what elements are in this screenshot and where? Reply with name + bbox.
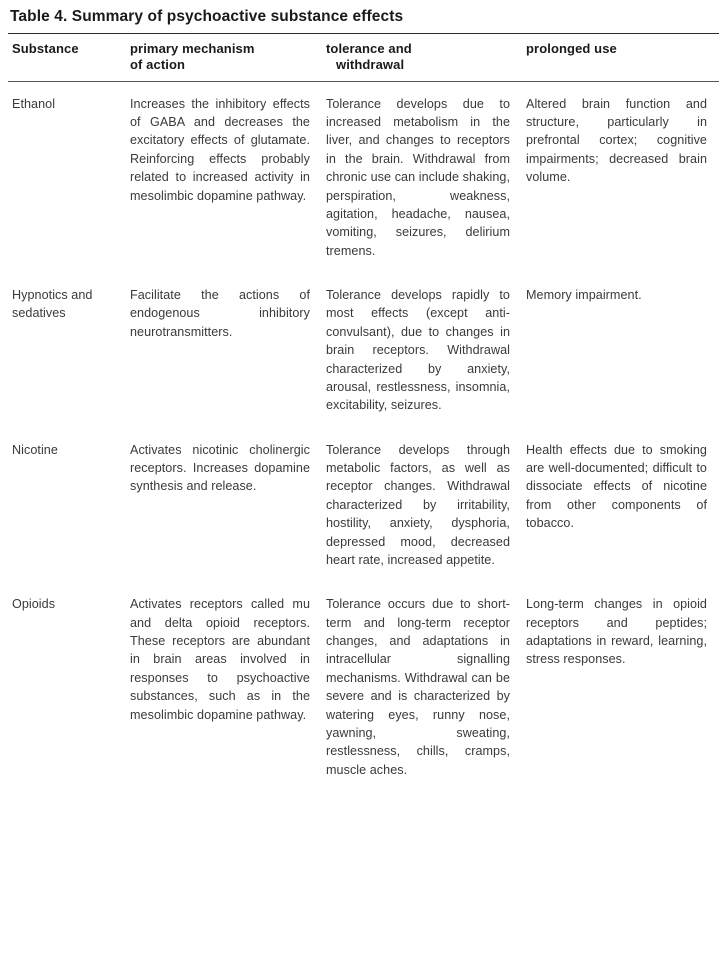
column-header-prolonged-line1: prolonged use xyxy=(526,41,617,56)
cell-mechanism: Activates nicotinic cholinergic receptors. Increases dopamine synthesis and release. xyxy=(130,442,310,494)
column-header-mechanism-line1: primary mechanism xyxy=(130,41,255,56)
cell-substance: Ethanol xyxy=(12,96,56,111)
column-header-tolerance xyxy=(322,34,522,81)
table-row xyxy=(8,273,719,428)
table-header xyxy=(8,34,719,81)
cell-mechanism: Facilitate the actions of endogenous inhibitory neurotransmitters. xyxy=(130,288,310,339)
cell-mechanism: Increases the inhibitory effects of GABA and decreases the excitatory effects of glutamate. Reinforcing effects probably related to increased activity in mesolimbic dopamine pathway. xyxy=(130,96,310,203)
table-row xyxy=(8,582,719,792)
cell-tolerance: Tolerance occurs due to short-term and long-term receptor changes, and adaptations in intracellular signalling mechanisms. Withdrawal can be severe and is characterized by watering eyes, runny nose, yawning, sweating, restlessness, chills, cramps, muscle aches. xyxy=(326,597,510,777)
column-header-tolerance-line2: withdrawal xyxy=(336,56,405,72)
column-header-prolonged xyxy=(522,34,719,81)
cell-substance: Nicotine xyxy=(12,442,58,457)
cell-prolonged: Altered brain function and structure, particularly in prefrontal cortex; cognitive impairments; decreased brain volume. xyxy=(526,96,707,185)
cell-substance: Hypnotics and sedatives xyxy=(12,288,93,321)
table-row xyxy=(8,428,719,583)
cell-tolerance: Tolerance develops rapidly to most effects (except anti-convulsant), due to changes in brain receptors. Withdrawal characterized by anxiety, arousal, restlessness, insomnia, excitability, seizures. xyxy=(326,288,510,413)
cell-prolonged: Long-term changes in opioid receptors and peptides; adaptations in reward, learning, stress responses. xyxy=(526,597,707,667)
table-title: Table 4. Summary of psychoactive substance effects xyxy=(10,8,404,25)
column-header-substance xyxy=(8,34,126,81)
psychoactive-effects-body xyxy=(8,82,719,792)
header-row xyxy=(8,34,719,81)
cell-tolerance: Tolerance develops through metabolic factors, as well as receptor changes. Withdrawal characterized by irritability, hostility, anxiety, dysphoria, depressed mood, decreased heart rate, increased appetite. xyxy=(326,442,510,567)
table-row xyxy=(8,82,719,273)
column-header-mechanism xyxy=(126,34,322,81)
cell-tolerance: Tolerance develops due to increased metabolism in the liver, and changes to receptors in the brain. Withdrawal from chronic use can include shaking, perspiration, weakness, agitation, headache, nausea, vomiting, seizures, delirium tremens. xyxy=(326,96,510,258)
cell-substance: Opioids xyxy=(12,597,56,612)
cell-mechanism: Activates receptors called mu and delta opioid receptors. These receptors are abundant in brain areas involved in responses to psychoactive substances, such as in the mesolimbic dopamine pathway. xyxy=(130,597,310,722)
psychoactive-effects-table xyxy=(8,34,719,81)
column-header-mechanism-line2: of action xyxy=(130,56,186,72)
cell-prolonged: Memory impairment. xyxy=(526,288,642,303)
column-header-tolerance-line1: tolerance and xyxy=(326,41,412,56)
column-header-substance-line1: Substance xyxy=(12,41,79,56)
cell-prolonged: Health effects due to smoking are well-documented; difficult to dissociate effects of nicotine from other components of tobacco. xyxy=(526,442,707,531)
